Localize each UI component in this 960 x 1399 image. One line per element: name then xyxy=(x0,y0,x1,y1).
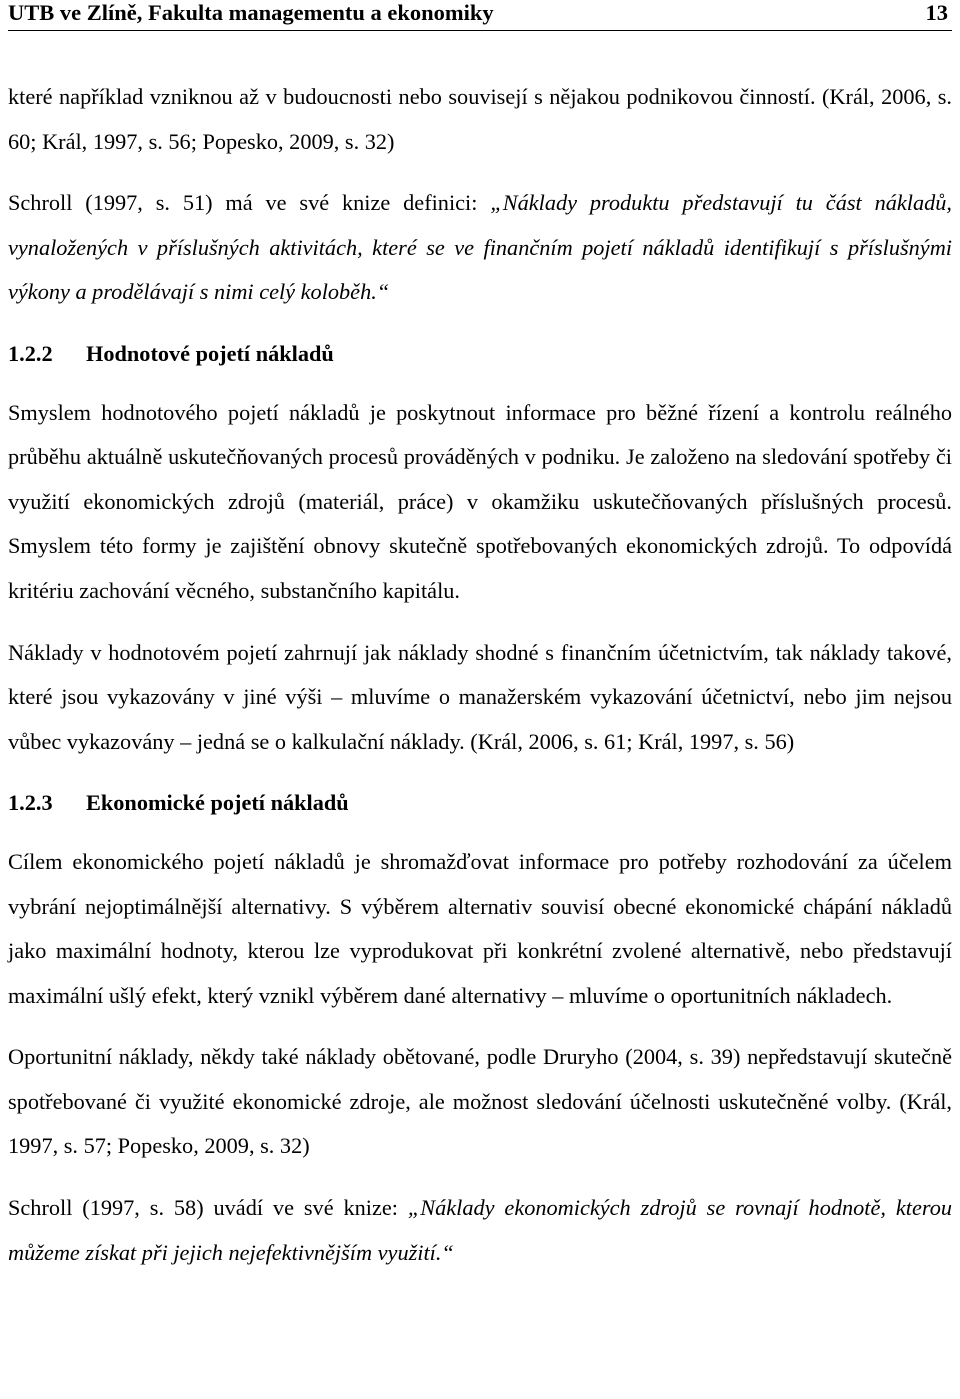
page-number: 13 xyxy=(925,0,948,25)
paragraph-schroll-quote xyxy=(8,1186,952,1275)
quote-economic-resources: „Náklady ekonomických zdrojů se rovnají hodnotě, kterou můžeme získat při jejich nejefektivnějším využití.“ xyxy=(8,1195,952,1265)
section-title: Ekonomické pojetí nákladů xyxy=(86,790,349,816)
quote-definition: „Náklady produktu představují tu část nákladů, vynaložených v příslušných aktivitách, které se ve finančním pojetí nákladů identifikují s příslušnými výkony a prodělávají s nimi celý koloběh.“ xyxy=(8,190,952,305)
paragraph-schroll-definition xyxy=(8,181,952,315)
paragraph-value-concept: Smyslem hodnotového pojetí nákladů je poskytnout informace pro běžné řízení a kontrolu reálného průběhu aktuálně uskutečňovaných procesů prováděných v podniku. Je založeno na sledování spotřeby či využití ekonomických zdrojů (materiál, práce) v okamžiku uskutečňovaných příslušných procesů. Smyslem této formy je zajištění obnovy skutečně spotřebovaných ekonomických zdrojů. To odpovídá kritériu zachování věcného, substančního kapitálu. xyxy=(8,399,952,603)
paragraph-opportunity-costs: Oportunitní náklady, někdy také náklady obětované, podle Druryho (2004, s. 39) nepředstavují skutečně spotřebované či využité ekonomické zdroje, ale možnost sledování účelnosti uskutečněné volby. (Král, 1997, s. 57; Popesko, 2009, s. 32) xyxy=(8,1044,952,1159)
section-number: 1.2.2 xyxy=(8,340,53,366)
paragraph-intro: Schroll (1997, s. 51) má ve své knize definici: xyxy=(8,190,491,216)
body-text xyxy=(8,75,952,1292)
header-title: UTB ve Zlíně, Fakulta managementu a ekonomiky xyxy=(8,0,494,25)
paragraph-value-costs: Náklady v hodnotovém pojetí zahrnují jak náklady shodné s finančním účetnictvím, tak náklady takové, které jsou vykazovány v jiné výši – mluvíme o manažerském vykazování účetnictví, nebo jim nejsou vůbec vykazovány – jedná se o kalkulační náklady. (Král, 2006, s. 61; Král, 1997, s. 56) xyxy=(8,639,952,754)
section-number: 1.2.3 xyxy=(8,790,53,816)
paragraph-intro: Schroll (1997, s. 58) uvádí ve své knize: xyxy=(8,1195,408,1221)
section-heading-1-2-3 xyxy=(8,781,952,826)
paragraph-continuation: které například vzniknou až v budoucnosti nebo souvisejí s nějakou podnikovou činností. (Král, 2006, s. 60; Král, 1997, s. 56; Popesko, 2009, s. 32) xyxy=(8,84,952,154)
section-title: Hodnotové pojetí nákladů xyxy=(86,340,334,366)
paragraph-economic-concept: Cílem ekonomického pojetí nákladů je shromažďovat informace pro potřeby rozhodování za účelem vybrání nejoptimálnější alternativy. S výběrem alternativ souvisí obecné ekonomické chápání nákladů jako maximální hodnoty, kterou lze vyprodukovat při konkrétní zvolené alternativě, nebo představují maximální ušlý efekt, který vznikl výběrem dané alternativy – mluvíme o oportunitních nákladech. xyxy=(8,848,952,1008)
running-header xyxy=(8,0,952,31)
section-heading-1-2-2 xyxy=(8,332,952,377)
